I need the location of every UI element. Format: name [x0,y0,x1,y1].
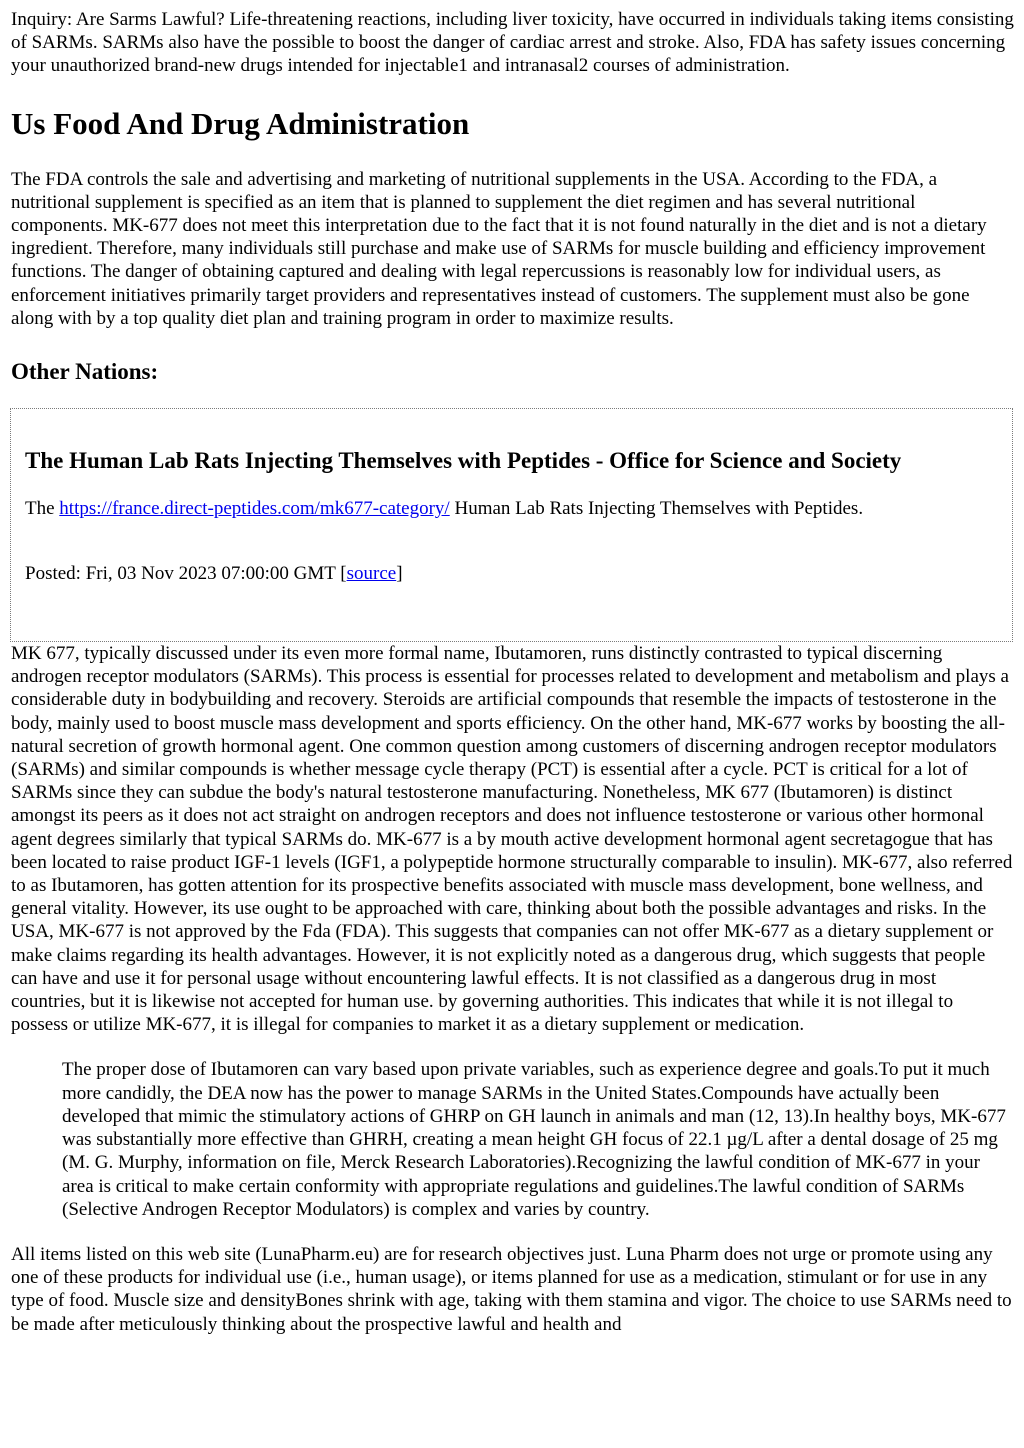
main-paragraph: MK 677, typically discussed under its even more formal name, Ibutamoren, runs distinctly contrasted to typical discerning androgen receptor modulators (SARMs). This process is essential for processes related to development and metabolism and plays a considerable duty in bodybuilding and recovery. Steroids are artificial compounds that resemble the impacts of testosterone in the body, mainly used to boost muscle mass development and sports efficiency. On the other hand, MK-677 works by boosting the all-natural secretion of growth hormonal agent. One common question among customers of discerning androgen receptor modulators (SARMs) and similar compounds is whether message cycle therapy (PCT) is essential after a cycle. PCT is critical for a lot of SARMs since they can subdue the body's natural testosterone manufacturing. Nonetheless, MK 677 (Ibutamoren) is distinct amongst its peers as it does not act straight on androgen receptors and does not influence testosterone or various other hormonal agent degrees similarly that typical SARMs do. MK-677 is a by mouth active development hormonal agent secretagogue that has been located to raise product IGF-1 levels (IGF1, a polypeptide hormone structurally comparable to insulin). MK-677, also referred to as Ibutamoren, has gotten attention for its prospective benefits associated with muscle mass development, bone wellness, and general vitality. However, its use ought to be approached with care, thinking about both the possible advantages and risks. In the USA, MK-677 is not approved by the Fda (FDA). This suggests that companies can not offer MK-677 as a dietary supplement or make claims regarding its health advantages. However, it is not explicitly noted as a dangerous drug, which suggests that people can have and use it for personal usage without encountering lawful effects. It is not classified as a dangerous drug in most countries, but it is likewise not accepted for human use. by governing authorities. This indicates that while it is not illegal to possess or utilize MK-677, it is illegal for companies to market it as a dietary supplement or medication. [11,643,1013,1036]
intro-paragraph: Inquiry: Are Sarms Lawful? Life-threatening reactions, including liver toxicity, have occurred in individuals taking items consisting of SARMs. SARMs also have the possible to boost the danger of cardiac arrest and stroke. Also, FDA has safety issues concerning your unauthorized brand-new drugs intended for injectable1 and intranasal2 courses of administration. [11,9,1014,77]
news-summary-suffix: Human Lab Rats Injecting Themselves with Peptides. [449,498,864,520]
dosage-blockquote: The proper dose of Ibutamoren can vary based upon private variables, such as experience degree and goals.To put it much more candidly, the DEA now has the power to manage SARMs in the United States.Compounds have actually been developed that mimic the stimulatory actions of GHRP on GH launch in animals and man (12, 13).In healthy boys, MK-677 was substantially more effective than GHRH, creating a mean height GH focus of 22.1 µg/L after a dental dosage of 25 mg (M. G. Murphy, information on file, Merck Research Laboratories).Recognizing the lawful condition of MK-677 in your area is critical to make certain conformity with appropriate regulations and guidelines.The lawful condition of SARMs (Selective Androgen Receptor Modulators) is complex and varies by country. [62,1059,1006,1220]
news-title: The Human Lab Rats Injecting Themselves with Peptides - Office for Science and Society [25,448,902,474]
news-summary-prefix: The [25,498,60,520]
news-summary [25,497,998,520]
news-posted-date: Posted: Fri, 03 Nov 2023 07:00:00 GMT [ [25,563,347,585]
closing-paragraph: All items listed on this web site (LunaPharm.eu) are for research objectives just. Luna Pharm does not urge or promote using any one of these products for individual use (i.e., human usage), or items planned for use as a medication, stimulant or for use in any type of food. Muscle size and densityBones shrink with age, taking with them stamina and vigor. The choice to use SARMs need to be made after meticulously thinking about the prospective lawful and health and [11,1243,1012,1335]
heading-fda: Us Food And Drug Administration [11,105,470,141]
source-link[interactable]: source [346,563,397,585]
fda-paragraph: The FDA controls the sale and advertising and marketing of nutritional supplements in the USA. According to the FDA, a nutritional supplement is specified as an item that is planned to supplement the diet regimen and has several nutritional components. MK-677 does not meet this interpretation due to the fact that it is not found naturally in the diet and is not a dietary ingredient. Therefore, many individuals still purchase and make use of SARMs for muscle building and efficiency improvement functions. The danger of obtaining captured and dealing with legal repercussions is reasonably low for individual users, as enforcement initiatives primarily target providers and representatives instead of customers. The supplement must also be gone along with by a top quality diet plan and training program in order to maximize results. [11,168,987,329]
news-embed-box [10,408,1013,642]
news-posted [25,562,998,585]
news-posted-end: ] [396,563,403,585]
news-link[interactable]: https://france.direct-peptides.com/mk677-category/ [59,498,450,520]
heading-other-nations: Other Nations: [11,359,159,385]
